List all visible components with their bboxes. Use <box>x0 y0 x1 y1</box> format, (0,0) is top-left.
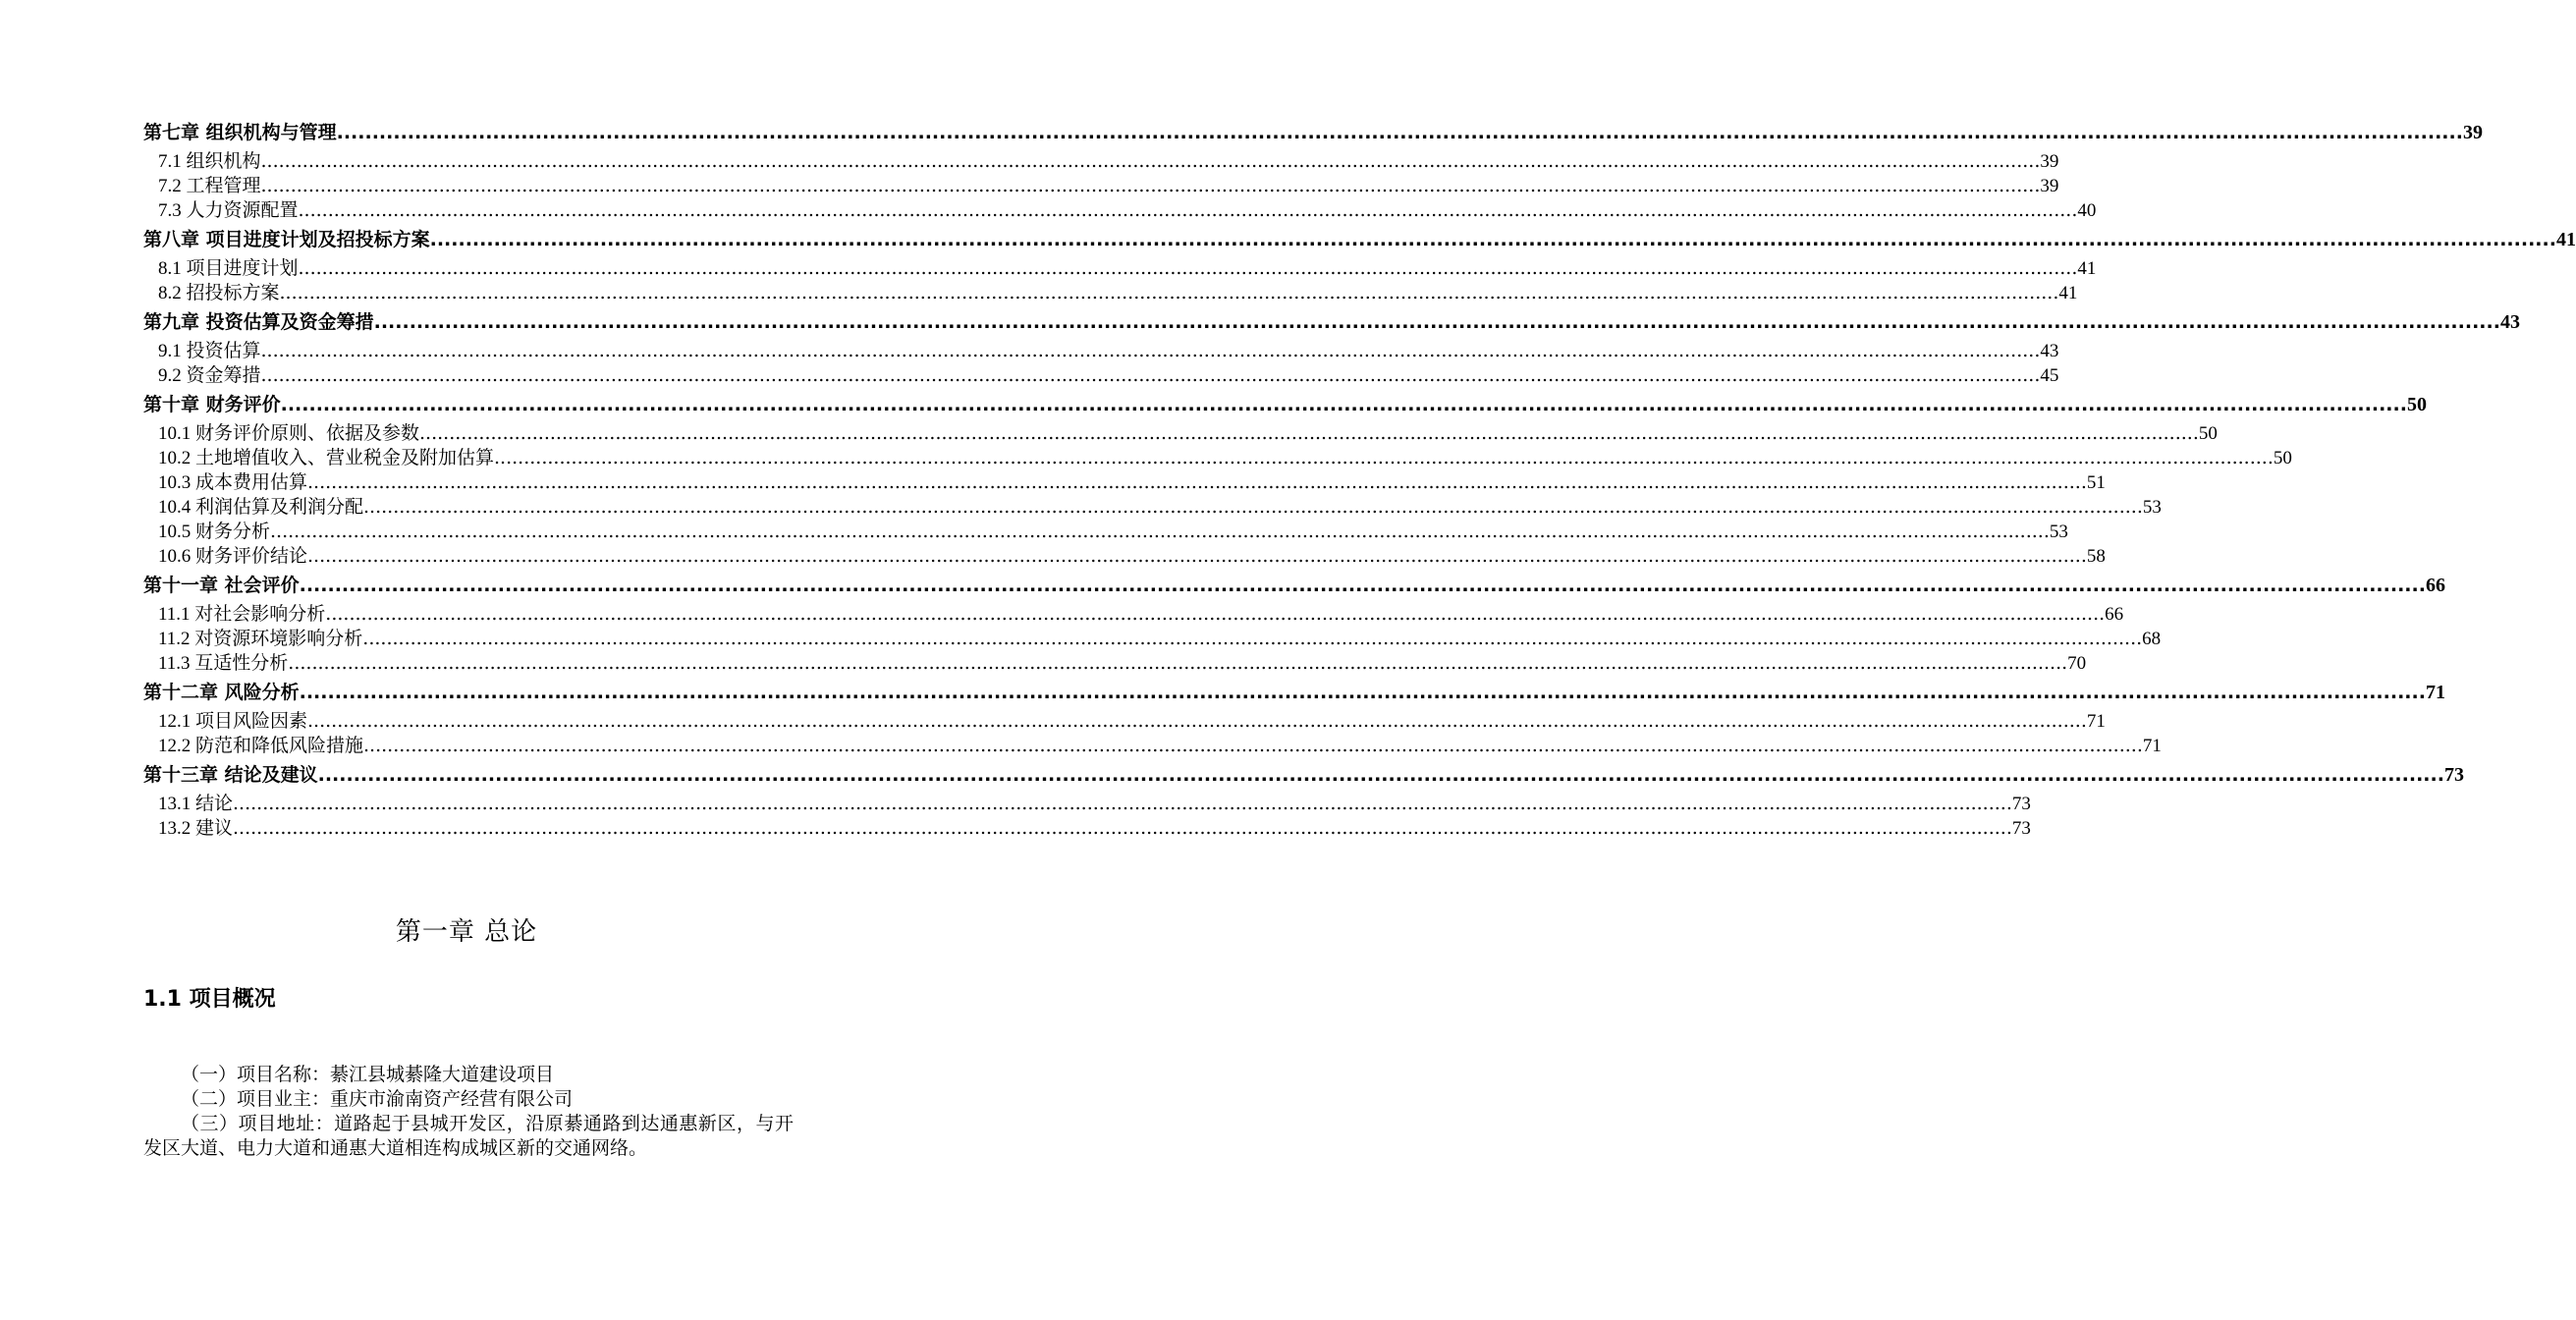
toc-leader-dots: ............................................................................................................................................................................................................................................................................................................ <box>419 422 2199 444</box>
toc-entry-label: 10.2 土地增值收入、营业税金及附加估算 <box>158 448 495 468</box>
toc-entry-label: 13.2 建议 <box>158 818 234 839</box>
toc-page-number: 68 <box>2142 629 2162 649</box>
toc-section-entry[interactable] <box>143 149 2059 174</box>
toc-page-number: 45 <box>2040 365 2059 386</box>
toc-entry-label: 第十章 财务评价 <box>143 394 281 415</box>
toc-section-entry[interactable] <box>143 339 2059 363</box>
toc-entry-label: 9.2 资金筹措 <box>158 365 261 386</box>
toc-leader-dots: ............................................................................................................................................................................................................................................................................................................ <box>270 521 2050 542</box>
toc-leader-dots: ............................................................................................................................................................................................................................................................................................................ <box>494 447 2274 468</box>
toc-leader-dots: ............................................................................................................................................................................................................................................................................................................ <box>362 628 2143 649</box>
toc-entry-label: 11.2 对资源环境影响分析 <box>158 629 363 649</box>
toc-leader-dots: ............................................................................................................................................................................................................................................................................................................ <box>363 735 2143 756</box>
toc-page-number: 53 <box>2049 522 2068 542</box>
toc-section-entry[interactable] <box>143 174 2059 198</box>
toc-leader-dots: ............................................................................................................................................................................................................................................................................................................ <box>298 257 2078 279</box>
toc-entry-label: 第九章 投资估算及资金筹措 <box>143 311 374 333</box>
chapter-title: 第一章 总论 <box>395 917 538 947</box>
toc-section-entry[interactable] <box>143 816 2031 841</box>
paragraph-project-location: （三）项目地址：道路起于县城开发区，沿原綦通路到达通惠新区，与开发区大道、电力大道和通惠大道相连构成城区新的交通网络。 <box>143 1113 794 1159</box>
toc-page-number: 58 <box>2086 546 2106 567</box>
toc-section-entry[interactable] <box>143 495 2162 520</box>
toc-page-number: 50 <box>2198 423 2218 444</box>
toc-leader-dots: ............................................................................................................................................................................................................................................................................................................ <box>280 394 2407 415</box>
toc-section-entry[interactable] <box>143 544 2106 569</box>
body-text <box>143 1063 794 1161</box>
toc-entry-label: 7.3 人力资源配置 <box>158 200 299 221</box>
toc-page-number: 66 <box>2425 575 2445 596</box>
toc-section-entry[interactable] <box>143 792 2031 816</box>
toc-section-entry[interactable] <box>143 520 2068 544</box>
toc-page-number: 43 <box>2040 341 2059 361</box>
toc-page-number: 39 <box>2462 122 2483 143</box>
toc-section-entry[interactable] <box>143 470 2106 495</box>
toc-leader-dots: ............................................................................................................................................................................................................................................................................................................ <box>260 175 2041 196</box>
toc-page-number: 73 <box>2011 818 2031 839</box>
toc-entry-label: 10.3 成本费用估算 <box>158 472 308 493</box>
paragraph-project-owner: （二）项目业主：重庆市渝南资产经营有限公司 <box>181 1088 574 1110</box>
toc-leader-dots: ............................................................................................................................................................................................................................................................................................................ <box>363 496 2143 518</box>
toc-entry-label: 第十一章 社会评价 <box>143 575 300 596</box>
toc-entry-label: 第七章 组织机构与管理 <box>143 122 337 143</box>
toc-leader-dots: ............................................................................................................................................................................................................................................................................................................ <box>429 229 2556 250</box>
toc-section-entry[interactable] <box>143 363 2059 388</box>
toc-page-number: 41 <box>2555 229 2576 250</box>
toc-leader-dots: ............................................................................................................................................................................................................................................................................................................ <box>307 545 2087 567</box>
toc-section-entry[interactable] <box>143 627 2162 651</box>
toc-entry-label: 8.2 招投标方案 <box>158 283 280 303</box>
toc-leader-dots: ............................................................................................................................................................................................................................................................................................................ <box>373 311 2500 333</box>
toc-page-number: 70 <box>2067 653 2087 674</box>
toc-leader-dots: ............................................................................................................................................................................................................................................................................................................ <box>288 652 2068 674</box>
toc-section-entry[interactable] <box>143 281 2078 305</box>
toc-section-entry[interactable] <box>143 421 2218 446</box>
toc-chapter-entry[interactable] <box>143 305 2520 339</box>
toc-page-number: 43 <box>2499 311 2520 333</box>
toc-chapter-entry[interactable] <box>143 569 2445 602</box>
toc-entry-label: 第八章 项目进度计划及招投标方案 <box>143 229 430 250</box>
toc-section-entry[interactable] <box>143 651 2087 676</box>
toc-page-number: 40 <box>2077 200 2097 221</box>
toc-section-entry[interactable] <box>143 602 2124 627</box>
toc-section-entry[interactable] <box>143 256 2097 281</box>
toc-entry-label: 10.4 利润估算及利润分配 <box>158 497 364 518</box>
toc-page-number: 39 <box>2040 176 2059 196</box>
toc-page-number: 71 <box>2425 682 2445 703</box>
toc-chapter-entry[interactable] <box>143 676 2445 709</box>
toc-entry-label: 7.2 工程管理 <box>158 176 261 196</box>
toc-entry-label: 12.1 项目风险因素 <box>158 711 308 732</box>
toc-leader-dots: ............................................................................................................................................................................................................................................................................................................ <box>260 150 2041 172</box>
toc-page-number: 66 <box>2105 604 2124 625</box>
toc-entry-label: 10.5 财务分析 <box>158 522 271 542</box>
toc-page-number: 71 <box>2142 736 2162 756</box>
toc-leader-dots: ............................................................................................................................................................................................................................................................................................................ <box>325 603 2106 625</box>
toc-entry-label: 10.1 财务评价原则、依据及参数 <box>158 423 420 444</box>
toc-leader-dots: ............................................................................................................................................................................................................................................................................................................ <box>307 471 2087 493</box>
toc-chapter-entry[interactable] <box>143 223 2576 256</box>
toc-chapter-entry[interactable] <box>143 388 2427 421</box>
toc-page-number: 53 <box>2142 497 2162 518</box>
toc-section-entry[interactable] <box>143 734 2162 758</box>
toc-leader-dots: ............................................................................................................................................................................................................................................................................................................ <box>298 199 2078 221</box>
toc-leader-dots: ............................................................................................................................................................................................................................................................................................................ <box>233 817 2012 839</box>
toc-entry-label: 11.3 互适性分析 <box>158 653 289 674</box>
toc-entry-label: 7.1 组织机构 <box>158 151 261 172</box>
toc-page-number: 51 <box>2086 472 2106 493</box>
toc-section-entry[interactable] <box>143 198 2097 223</box>
toc-entry-label: 8.1 项目进度计划 <box>158 258 299 279</box>
toc-page-number: 50 <box>2406 394 2427 415</box>
table-of-contents <box>143 116 2576 841</box>
paragraph-project-name: （一）项目名称：綦江县城綦隆大道建设项目 <box>181 1064 555 1085</box>
toc-leader-dots: ............................................................................................................................................................................................................................................................................................................ <box>279 282 2059 303</box>
toc-entry-label: 12.2 防范和降低风险措施 <box>158 736 364 756</box>
toc-page-number: 73 <box>2011 794 2031 814</box>
toc-section-entry[interactable] <box>143 446 2292 470</box>
toc-entry-label: 第十二章 风险分析 <box>143 682 300 703</box>
toc-entry-label: 11.1 对社会影响分析 <box>158 604 326 625</box>
toc-page-number: 41 <box>2077 258 2097 279</box>
section-heading: 1.1 项目概况 <box>143 987 276 1012</box>
toc-chapter-entry[interactable] <box>143 758 2464 792</box>
toc-leader-dots: ............................................................................................................................................................................................................................................................................................................ <box>336 122 2463 143</box>
toc-leader-dots: ............................................................................................................................................................................................................................................................................................................ <box>260 364 2041 386</box>
toc-chapter-entry[interactable] <box>143 116 2483 149</box>
toc-page-number: 50 <box>2273 448 2292 468</box>
toc-page-number: 73 <box>2443 764 2464 786</box>
toc-leader-dots: ............................................................................................................................................................................................................................................................................................................ <box>260 340 2041 361</box>
toc-entry-label: 9.1 投资估算 <box>158 341 261 361</box>
toc-leader-dots: ............................................................................................................................................................................................................................................................................................................ <box>317 764 2444 786</box>
toc-page-number: 71 <box>2086 711 2106 732</box>
toc-page-number: 41 <box>2058 283 2078 303</box>
toc-page-number: 39 <box>2040 151 2059 172</box>
toc-entry-label: 10.6 财务评价结论 <box>158 546 308 567</box>
toc-leader-dots: ............................................................................................................................................................................................................................................................................................................ <box>299 682 2426 703</box>
toc-entry-label: 13.1 结论 <box>158 794 234 814</box>
toc-entry-label: 第十三章 结论及建议 <box>143 764 318 786</box>
toc-leader-dots: ............................................................................................................................................................................................................................................................................................................ <box>233 793 2012 814</box>
toc-leader-dots: ............................................................................................................................................................................................................................................................................................................ <box>299 575 2426 596</box>
toc-section-entry[interactable] <box>143 709 2106 734</box>
toc-leader-dots: ............................................................................................................................................................................................................................................................................................................ <box>307 710 2087 732</box>
